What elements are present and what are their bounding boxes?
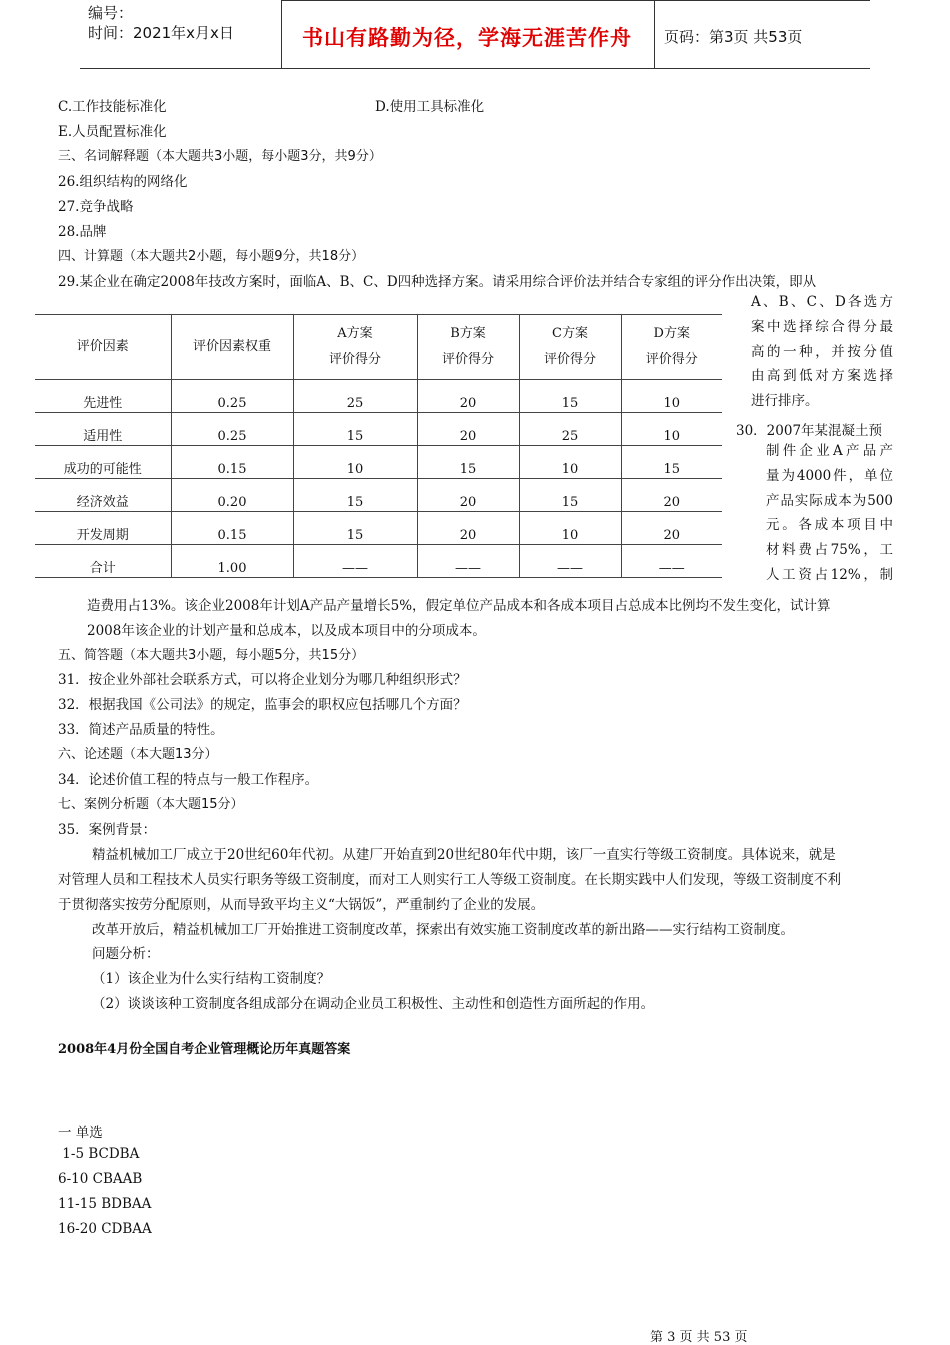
case-paragraph-1-line-1: 精益机械加工厂成立于20世纪60年代初。从建厂开始直到20世纪80年代中期，该厂一直实行等级工资制度。具体说来，就是 xyxy=(92,847,836,863)
answer-section-heading: 一 单选 xyxy=(58,1125,103,1141)
answer-title: 2008年4月份全国自考企业管理概论历年真题答案 xyxy=(58,1042,351,1057)
table-cell: 20 xyxy=(621,512,722,545)
answer-line: 16-20 CDBAA xyxy=(58,1221,152,1237)
table-cell: 15 xyxy=(417,446,519,479)
table-cell: 10 xyxy=(621,413,722,446)
table-row xyxy=(35,413,722,446)
answer-line: 1-5 BCDBA xyxy=(58,1146,140,1162)
q29-side-text: A、B、C、D各选方 案中选择综合得分最 高的一种，并按分值 由高到低对方案选择 进行排序。 xyxy=(751,294,893,410)
analysis-label: 问题分析： xyxy=(92,946,160,962)
table-cell: 20 xyxy=(417,512,519,545)
table-cell: 25 xyxy=(293,380,417,413)
table-header-row xyxy=(35,315,722,380)
table-cell: —— xyxy=(621,545,722,578)
question-35: 35．案例背景： xyxy=(58,822,157,838)
table-cell: 成功的可能性 xyxy=(35,446,171,479)
table-header-cell: B方案 评价得分 xyxy=(417,315,519,380)
table-cell: 适用性 xyxy=(35,413,171,446)
table-cell: 15 xyxy=(519,479,621,512)
analysis-question-2: （2）谈谈该种工资制度各组成部分在调动企业员工积极性、主动性和创造性方面所起的作用。 xyxy=(92,996,655,1012)
question-31: 31．按企业外部社会联系方式，可以将企业划分为哪几种组织形式？ xyxy=(58,672,467,688)
question-26: 26.组织结构的网络化 xyxy=(58,174,188,190)
option-c: C.工作技能标准化 xyxy=(58,99,167,115)
page-footer: 第 3 页 共 53 页 xyxy=(650,1330,748,1345)
table-cell: 10 xyxy=(519,446,621,479)
header-motto: 书山有路勤为径，学海无涯苦作舟 xyxy=(302,26,632,50)
table-cell: 0.20 xyxy=(171,479,293,512)
table-cell: 15 xyxy=(621,446,722,479)
section-4-heading: 四、计算题（本大题共2小题，每小题9分，共18分） xyxy=(58,249,365,264)
section-3-heading: 三、名词解释题（本大题共3小题，每小题3分，共9分） xyxy=(58,149,382,164)
table-row xyxy=(35,479,722,512)
table-cell: 20 xyxy=(621,479,722,512)
table-cell: 经济效益 xyxy=(35,479,171,512)
table-header-cell: 评价因素权重 xyxy=(171,315,293,380)
table-row xyxy=(35,446,722,479)
table-cell: 1.00 xyxy=(171,545,293,578)
table-header-cell: C方案 评价得分 xyxy=(519,315,621,380)
table-cell: 15 xyxy=(293,413,417,446)
table-cell: 合计 xyxy=(35,545,171,578)
table-row xyxy=(35,380,722,413)
question-29: 29.某企业在确定2008年技改方案时，面临A、B、C、D四种选择方案。请采用综合评价法并结合专家组的评分作出决策，即从 xyxy=(58,274,817,290)
header-page: 页码：第3页 共53页 xyxy=(664,28,803,46)
question-33: 33．简述产品质量的特性。 xyxy=(58,722,224,738)
table-cell: 10 xyxy=(519,512,621,545)
table-cell: 20 xyxy=(417,380,519,413)
table-cell: 0.25 xyxy=(171,413,293,446)
answer-line: 6-10 CBAAB xyxy=(58,1171,143,1187)
table-cell: 20 xyxy=(417,479,519,512)
question-28: 28.品牌 xyxy=(58,224,107,240)
header-number: 编号： xyxy=(88,4,134,22)
table-cell: 0.25 xyxy=(171,380,293,413)
question-30-continued-2: 2008年该企业的计划产量和总成本，以及成本项目中的分项成本。 xyxy=(87,623,486,639)
table-cell: 开发周期 xyxy=(35,512,171,545)
table-cell: —— xyxy=(417,545,519,578)
table-header-cell: D方案 评价得分 xyxy=(621,315,722,380)
analysis-question-1: （1）该企业为什么实行结构工资制度？ xyxy=(92,971,331,987)
table-cell: —— xyxy=(293,545,417,578)
table-cell: 先进性 xyxy=(35,380,171,413)
case-paragraph-1-line-3: 于贯彻落实按劳分配原则，从而导致平均主义“大锅饭”，严重制约了企业的发展。 xyxy=(58,897,545,913)
table-row-total xyxy=(35,545,722,578)
section-7-heading: 七、案例分析题（本大题15分） xyxy=(58,797,244,812)
table-cell: 15 xyxy=(519,380,621,413)
table-cell: 0.15 xyxy=(171,446,293,479)
table-cell: 15 xyxy=(293,512,417,545)
case-paragraph-2: 改革开放后，精益机械加工厂开始推进工资制度改革，探索出有效实施工资制度改革的新出路——实行结构工资制度。 xyxy=(92,922,794,938)
table-cell: 0.15 xyxy=(171,512,293,545)
table-row xyxy=(35,512,722,545)
question-32: 32．根据我国《公司法》的规定，监事会的职权应包括哪几个方面？ xyxy=(58,697,467,713)
question-27: 27.竞争战略 xyxy=(58,199,134,215)
option-d: D.使用工具标准化 xyxy=(375,99,485,115)
question-30-lead: 30．2007年某混凝土预 xyxy=(736,423,883,439)
section-5-heading: 五、简答题（本大题共3小题，每小题5分，共15分） xyxy=(58,648,365,663)
evaluation-table xyxy=(35,314,722,578)
case-paragraph-1-line-2: 对管理人员和工程技术人员实行职务等级工资制度，而对工人则实行工人等级工资制度。在长期实践中人们发现，等级工资制度不利 xyxy=(58,872,841,888)
table-cell: —— xyxy=(519,545,621,578)
header-time: 时间：2021年x月x日 xyxy=(88,24,234,42)
q30-side-text: 制件企业A产品产 量为4000件，单位 产品实际成本为500 元。各成本项目中 材料费占75%，工 人工资占12%，制 xyxy=(766,443,893,583)
section-6-heading: 六、论述题（本大题13分） xyxy=(58,747,218,762)
table-cell: 10 xyxy=(293,446,417,479)
table-cell: 20 xyxy=(417,413,519,446)
table-cell: 25 xyxy=(519,413,621,446)
option-e: E.人员配置标准化 xyxy=(58,124,167,140)
question-30-continued-1: 造费用占13%。该企业2008年计划A产品产量增长5%，假定单位产品成本和各成本项目占总成本比例均不发生变化，试计算 xyxy=(87,598,831,614)
table-cell: 10 xyxy=(621,380,722,413)
answer-line: 11-15 BDBAA xyxy=(58,1196,152,1212)
table-cell: 15 xyxy=(293,479,417,512)
table-header-cell: 评价因素 xyxy=(35,315,171,380)
table-header-cell: A方案 评价得分 xyxy=(293,315,417,380)
question-34: 34．论述价值工程的特点与一般工作程序。 xyxy=(58,772,319,788)
